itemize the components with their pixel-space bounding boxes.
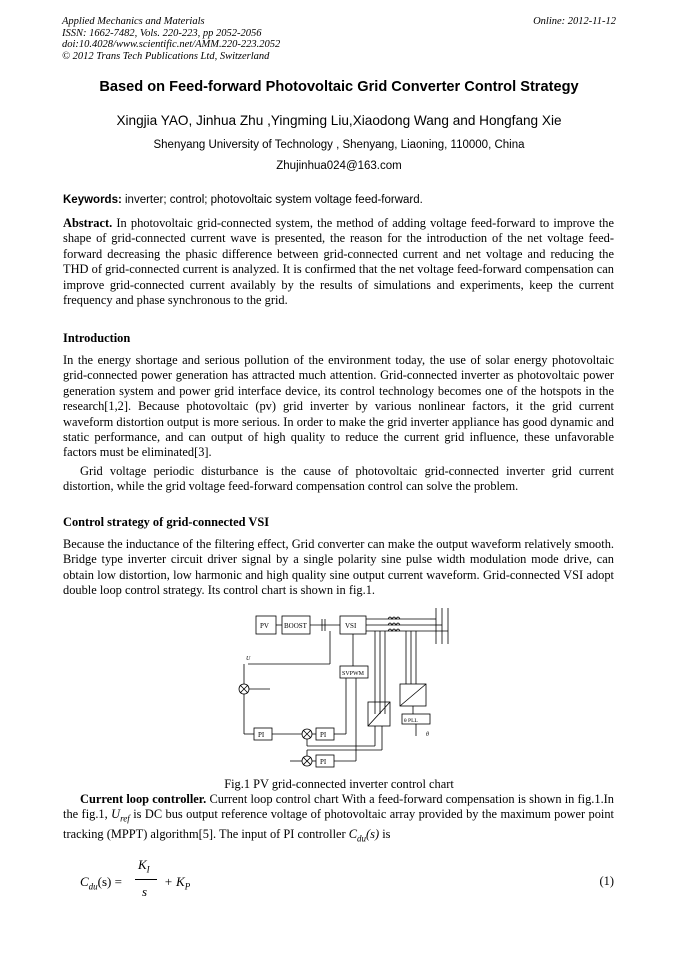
control-heading: Control strategy of grid-connected VSI — [63, 515, 270, 529]
equation-numerator — [138, 857, 150, 875]
paper-title: Based on Feed-forward Photovoltaic Grid Converter Control Strategy — [99, 79, 579, 95]
eq-num-base: K — [138, 857, 147, 872]
abstract — [63, 216, 614, 308]
keywords-text: inverter; control; photovoltaic system voltage feed-forward. — [121, 194, 423, 206]
current-loop-label: Current loop controller. — [80, 792, 207, 806]
udc-label: U — [246, 656, 251, 662]
cdu-arg: (s) — [366, 827, 380, 842]
abstract-label: Abstract. — [63, 216, 113, 230]
keywords — [63, 194, 614, 206]
copyright: © 2012 Trans Tech Publications Ltd, Switzerland — [62, 50, 270, 62]
eq-plus-sub: P — [184, 881, 191, 892]
affiliation: Shenyang University of Technology , Shenyang, Liaoning, 110000, China — [153, 139, 525, 151]
journal-header — [62, 16, 280, 62]
keywords-label: Keywords: — [63, 194, 122, 206]
eq-num-sub: I — [146, 864, 150, 875]
uref-symbol — [111, 807, 130, 824]
abstract-text: In photovoltaic grid-connected system, the method of adding voltage feed-forward to improve the shape of grid-connected current wave is presented, the reason for the introduction of the net voltage feed-forward decreasing the phasic difference between grid-connected current and net voltage and reducing the THD of grid-connected current is analyzed. It is confirmed that the net voltage feed-forward compensation can improve grid-connected current availably by the results of simulations and experiments, keep the current frequency and phase synchronous to the grid. — [63, 216, 614, 308]
uref-sub: ref — [120, 813, 130, 824]
author-email[interactable]: Zhujinhua024@163.com — [276, 160, 402, 172]
boost-label: BOOST — [284, 622, 307, 630]
intro-paragraph-2: Grid voltage periodic disturbance is the cause of photovoltaic grid-connected inverter grid current distortion, while the grid voltage feed-forward compensation control can solve the problem. — [63, 464, 614, 494]
author-list: Xingjia YAO, Jinhua Zhu ,Yingming Liu,Xiaodong Wang and Hongfang Xie — [116, 113, 562, 128]
cdu-sub: du — [357, 833, 367, 844]
eq-lhs-arg: (s) = — [97, 874, 122, 889]
current-loop-paragraph — [63, 792, 614, 847]
equation-lhs — [80, 874, 122, 892]
eq-lhs-base: C — [80, 874, 89, 889]
cdu-symbol — [348, 827, 380, 844]
issn: ISSN: 1662-7482, Vols. 220-223, pp 2052-2056 — [62, 27, 262, 39]
equation-plus-term — [164, 874, 190, 892]
q-pi-label: PI — [320, 758, 327, 766]
eq-plus-base: + K — [164, 874, 185, 889]
control-chart-figure — [230, 604, 470, 776]
voltage-pi-label: PI — [258, 731, 265, 739]
fraction-bar — [135, 879, 157, 880]
svpwm-label: SVPWM — [342, 671, 365, 677]
current-loop-text-3: is — [379, 827, 391, 842]
pv-label: PV — [260, 622, 269, 630]
current-pi-label: PI — [320, 731, 327, 739]
online-date: Online: 2012-11-12 — [533, 16, 616, 27]
current-loop-text-2: is DC bus output reference voltage of photovoltaic array provided by the maximum power point tracking (MPPT) algorithm[5]. The input of PI controller — [63, 807, 614, 842]
vsi-label: VSI — [345, 622, 357, 630]
equation-number: (1) — [599, 874, 614, 888]
cdu-base: C — [348, 827, 358, 842]
doi: doi:10.4028/www.scientific.net/AMM.220-223.2052 — [62, 39, 281, 50]
current-loop-text-1: Current loop control chart With a feed-forward compensation is shown in fig.1.In the fig.1, — [63, 792, 615, 822]
pll-label: θ PLL — [404, 718, 418, 724]
introduction-heading: Introduction — [63, 331, 131, 345]
intro-paragraph-1: In the energy shortage and serious pollution of the environment today, the use of solar energy photovoltaic grid-connected power generation has attracted much attention. Grid-connected inverter as photovoltaic power generation system and power grid interface device, its control technology becomes one of the hotspots in the research[1,2]. Because photovoltaic (pv) grid inverter by various nonlinear factors, it the grid current waveform distortion output is more serious. In order to make the grid inverter appliance has good dynamic and static performance, and can output of high quality to reduce the current grid influence, these unfavorable factors must be eliminated[3]. — [63, 353, 614, 460]
journal-name: Applied Mechanics and Materials — [62, 16, 205, 27]
uref-base: U — [111, 807, 121, 822]
theta-label: θ — [426, 732, 429, 738]
figure-caption: Fig.1 PV grid-connected inverter control chart — [224, 777, 454, 791]
equation-denominator: s — [142, 884, 148, 899]
control-paragraph-1: Because the inductance of the filtering effect, Grid converter can make the output waveform relatively smooth. Bridge type inverter circuit driver signal by a single polarity sine pulse width modulation mode drive, can obtain low distortion, low harmonic and high quality sine output current waveform. Grid-connected VSI adopt double loop control strategy. Its control chart is shown in fig.1. — [63, 537, 614, 598]
eq-lhs-sub: du — [88, 881, 98, 892]
